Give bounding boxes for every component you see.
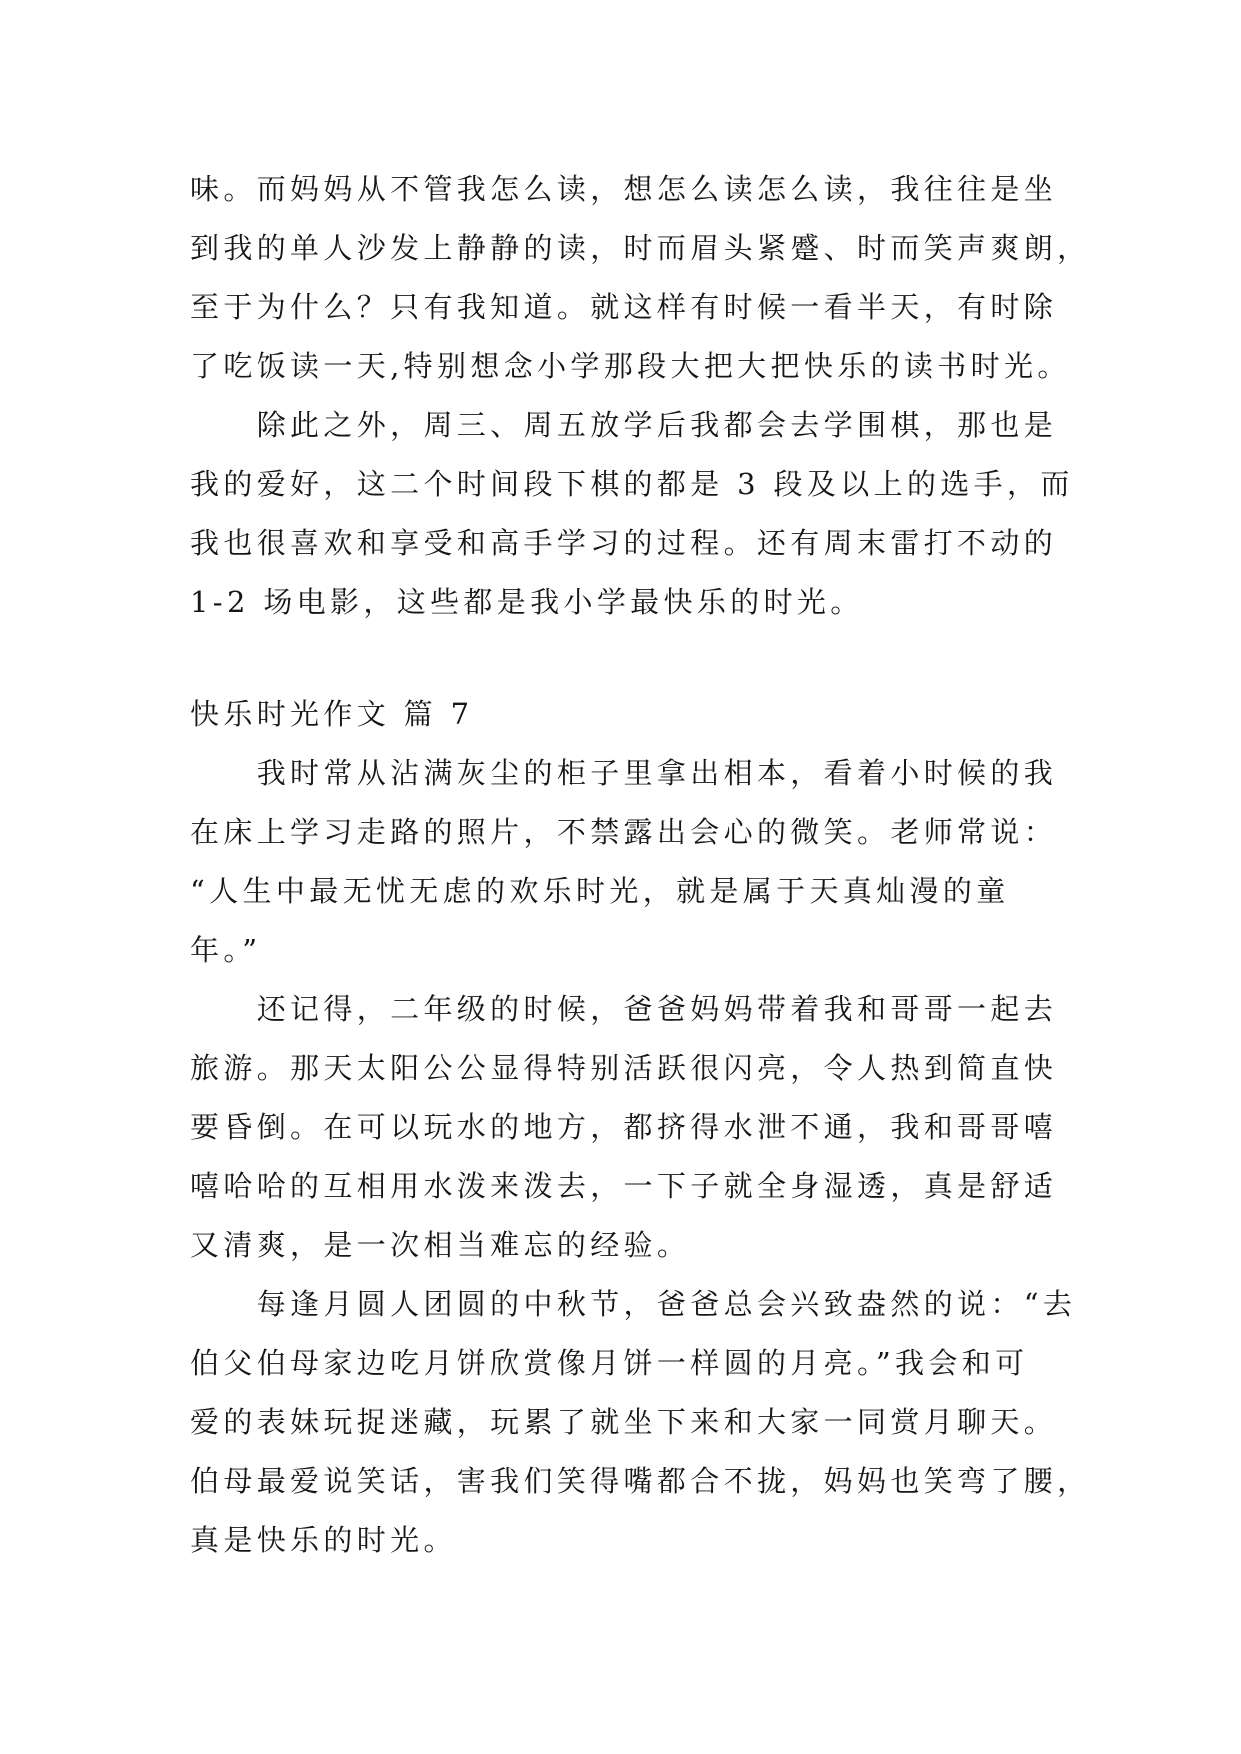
text-line: 我时常从沾满灰尘的柜子里拿出相本，看着小时候的我	[256, 756, 1058, 790]
text-line: 至于为什么？只有我知道。就这样有时候一看半天，有时除	[190, 290, 1058, 324]
paragraph	[190, 744, 1090, 980]
essay-section	[190, 685, 1090, 1570]
text-line: “人生中最无忧无虑的欢乐时光，就是属于天真灿漫的童	[190, 874, 1010, 908]
text-line: 我的爱好，这二个时间段下棋的都是 3 段及以上的选手，而	[190, 467, 1074, 501]
text-line: 除此之外，周三、周五放学后我都会去学围棋，那也是	[256, 408, 1058, 442]
text-line: 又清爽，是一次相当难忘的经验。	[190, 1228, 691, 1262]
text-line: 嘻哈哈的互相用水泼来泼去，一下子就全身湿透，真是舒适	[190, 1169, 1058, 1203]
text-line: 旅游。那天太阳公公显得特别活跃很闪亮，令人热到简直快	[190, 1051, 1058, 1085]
text-line: 伯母最爱说笑话，害我们笑得嘴都合不拢，妈妈也笑弯了腰，	[190, 1464, 1091, 1498]
text-line: 了吃饭读一天,特别想念小学那段大把大把快乐的读书时光。	[190, 349, 1071, 383]
text-line: 我也很喜欢和享受和高手学习的过程。还有周末雷打不动的	[190, 526, 1058, 560]
text-line: 真是快乐的时光。	[190, 1523, 457, 1557]
text-line: 伯父伯母家边吃月饼欣赏像月饼一样圆的月亮。”我会和可	[190, 1346, 1029, 1380]
text-line: 年。”	[190, 933, 262, 967]
paragraph	[190, 160, 1090, 396]
text-line: 爱的表妹玩捉迷藏，玩累了就坐下来和大家一同赏月聊天。	[190, 1405, 1058, 1439]
section-title: 快乐时光作文 篇 7	[190, 697, 474, 731]
paragraph	[190, 1275, 1090, 1570]
text-line: 味。而妈妈从不管我怎么读，想怎么读怎么读，我往往是坐	[190, 172, 1058, 206]
text-line: 还记得，二年级的时候，爸爸妈妈带着我和哥哥一起去	[256, 992, 1058, 1026]
text-line: 在床上学习走路的照片，不禁露出会心的微笑。老师常说：	[190, 815, 1058, 849]
document-body	[190, 160, 1090, 1570]
paragraph	[190, 396, 1090, 632]
paragraph	[190, 980, 1090, 1275]
text-line: 1-2 场电影，这些都是我小学最快乐的时光。	[190, 585, 864, 619]
text-line: 要昏倒。在可以玩水的地方，都挤得水泄不通，我和哥哥嘻	[190, 1110, 1058, 1144]
text-line: 每逢月圆人团圆的中秋节，爸爸总会兴致盎然的说：“去	[256, 1287, 1077, 1321]
text-line: 到我的单人沙发上静静的读，时而眉头紧蹙、时而笑声爽朗，	[190, 231, 1091, 265]
